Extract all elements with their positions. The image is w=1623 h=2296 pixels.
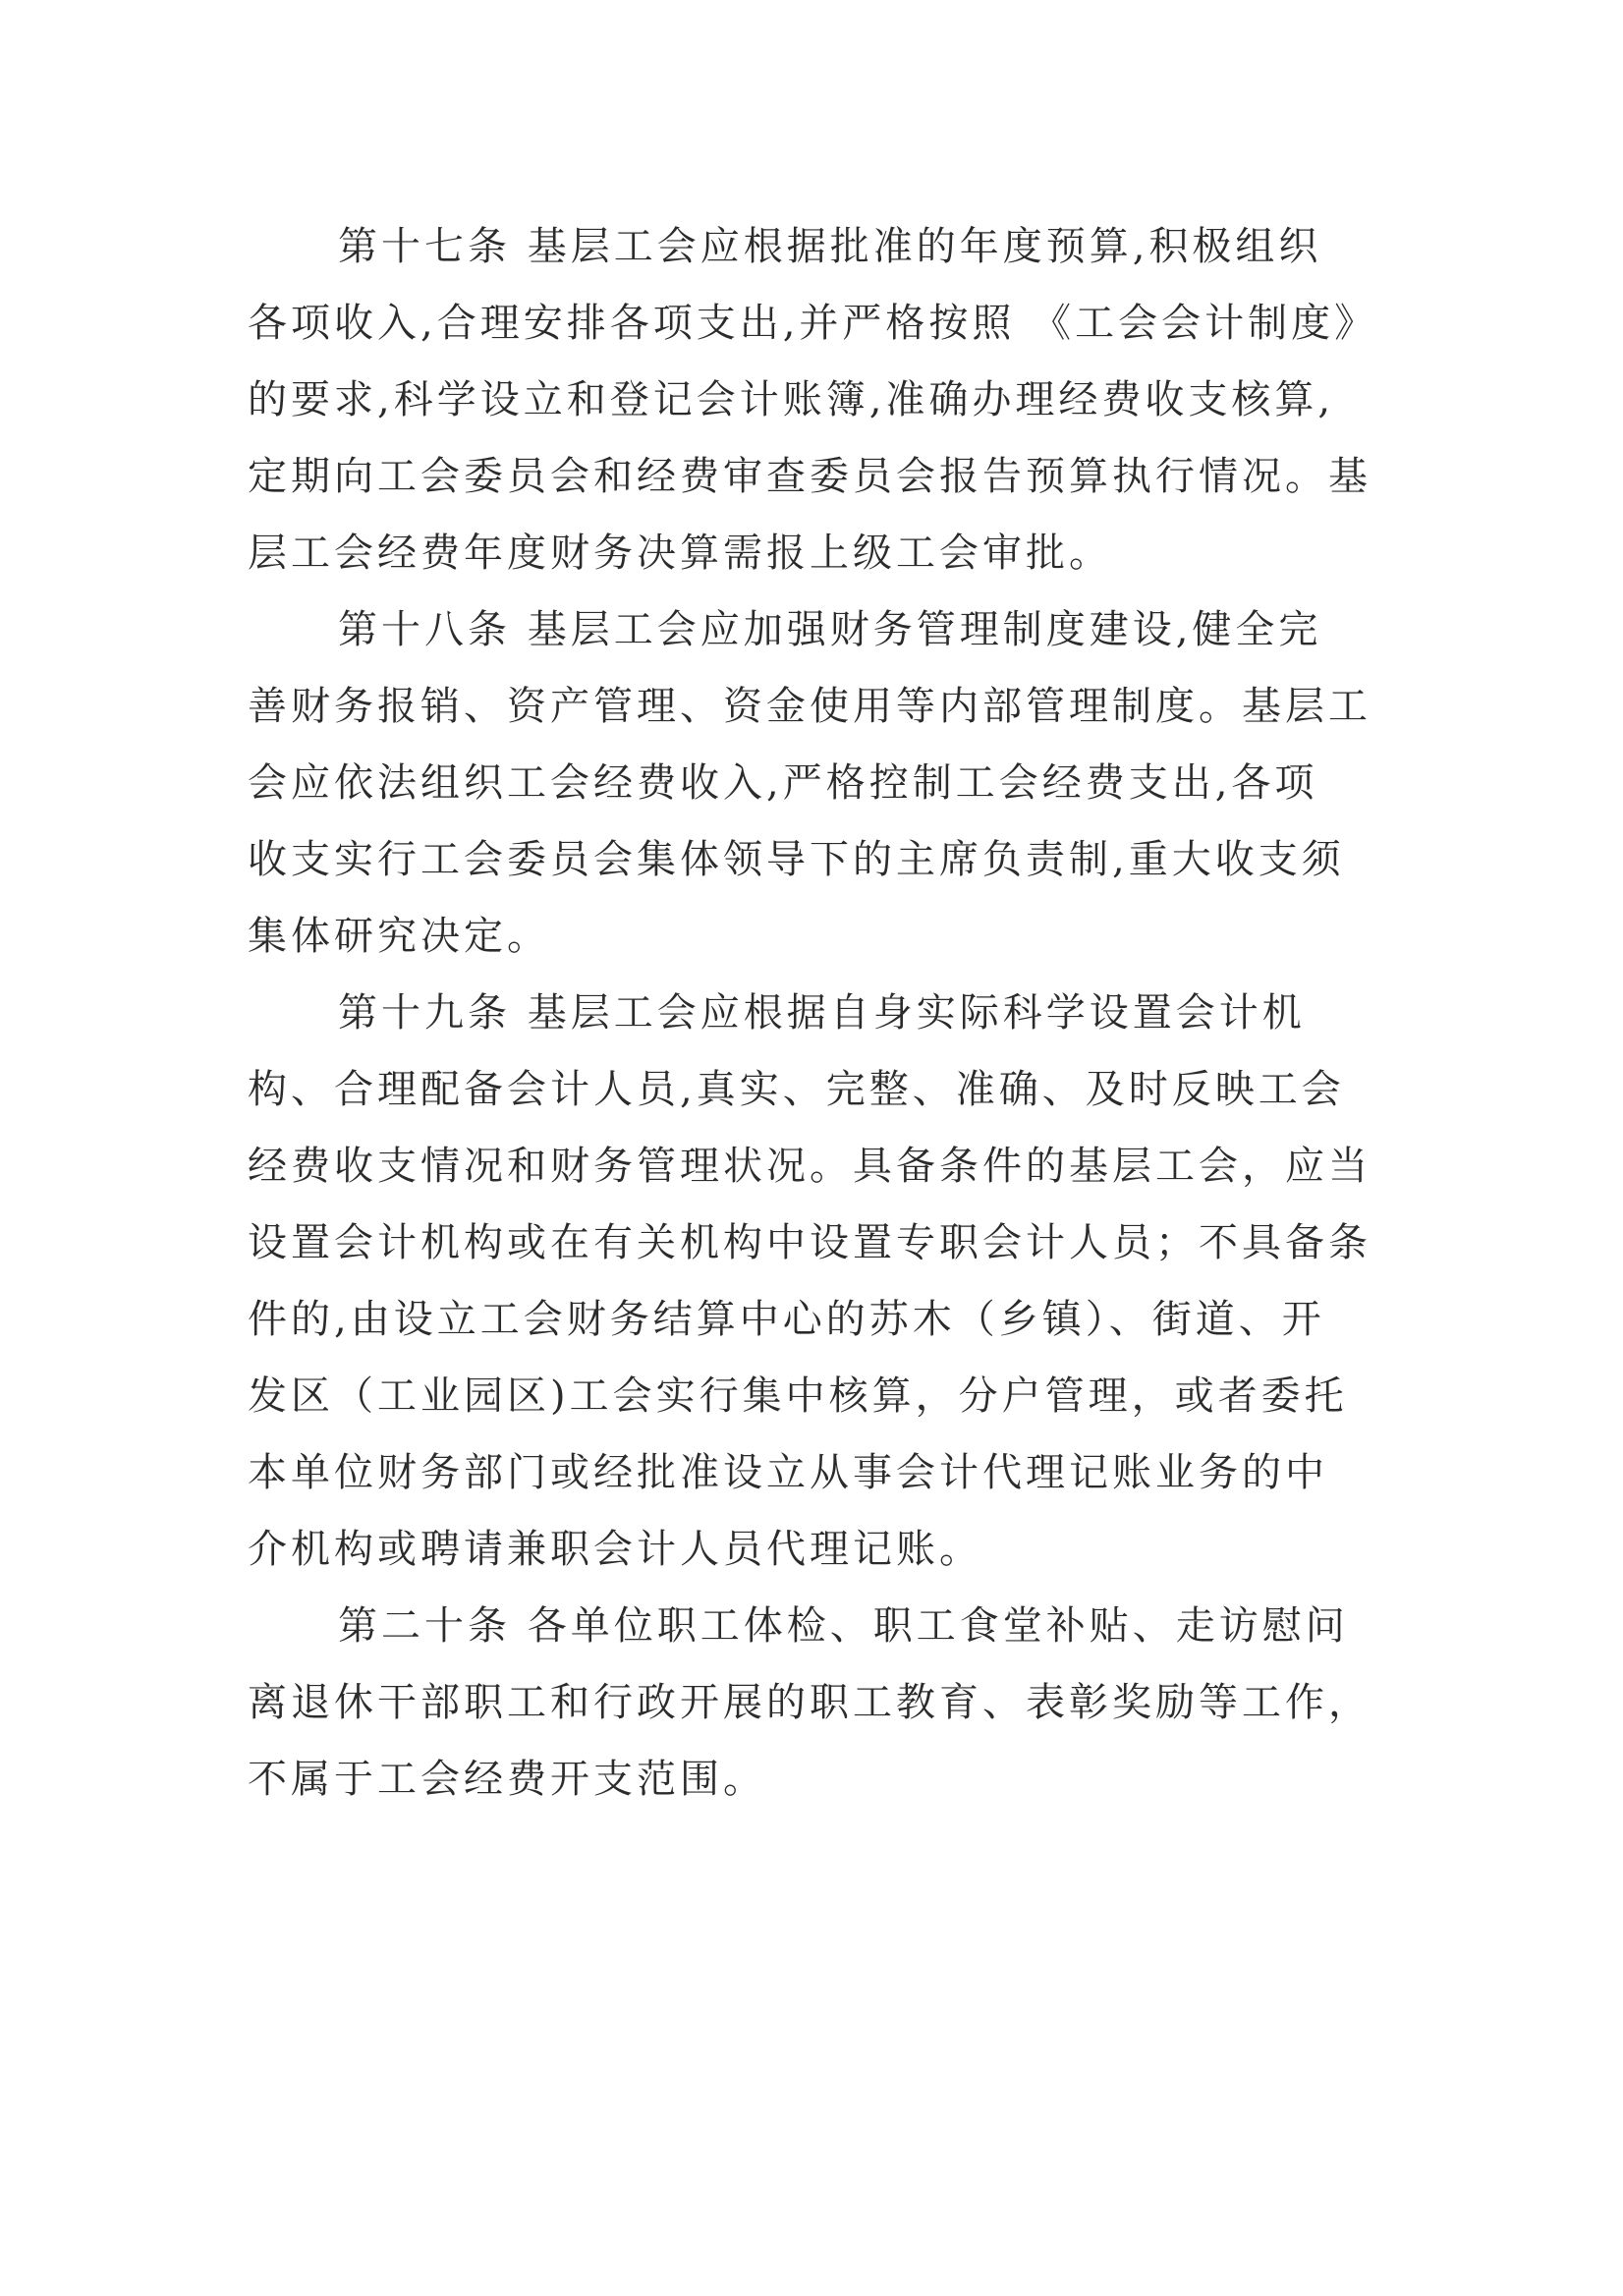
article-18 (248, 591, 1387, 975)
article-20-line-1: 第二十条 各单位职工体检、职工食堂补贴、走访慰问 (338, 1603, 1349, 1649)
article-17-line-1: 第十七条 基层工会应根据批准的年度预算,积极组织 (338, 224, 1322, 269)
article-19-line-8: 介机构或聘请兼职会计人员代理记账。 (248, 1527, 982, 1572)
article-19-line-7: 本单位财务部门或经批准设立从事会计代理记账业务的中 (248, 1450, 1328, 1495)
article-17 (248, 208, 1387, 591)
article-19-line-1: 第十九条 基层工会应根据自身实际科学设置会计机 (338, 990, 1306, 1036)
article-17-line-2: 各项收入,合理安排各项支出,并严格按照 《工会会计制度》 (248, 301, 1378, 346)
article-19-line-5: 件的,由设立工会财务结算中心的苏木（乡镇）、街道、开 (248, 1297, 1325, 1342)
article-20-line-2: 离退休干部职工和行政开展的职工教育、表彰奖励等工作， (248, 1680, 1371, 1725)
article-18-line-1: 第十八条 基层工会应加强财务管理制度建设,健全完 (338, 607, 1322, 652)
article-19 (248, 975, 1387, 1588)
article-19-line-3: 经费收支情况和财务管理状况。具备条件的基层工会，应当 (248, 1144, 1371, 1189)
article-17-line-3: 的要求,科学设立和登记会计账簿,准确办理经费收支核算, (248, 377, 1335, 422)
article-19-line-4: 设置会计机构或在有关机构中设置专职会计人员；不具备条 (248, 1220, 1371, 1265)
article-20-line-3: 不属于工会经费开支范围。 (248, 1757, 766, 1802)
article-17-line-5: 层工会经费年度财务决算需报上级工会审批。 (248, 531, 1112, 576)
article-18-line-4: 收支实行工会委员会集体领导下的主席负责制,重大收支须 (248, 837, 1345, 882)
article-18-line-2: 善财务报销、资产管理、资金使用等内部管理制度。基层工 (248, 684, 1371, 729)
article-19-line-2: 构、合理配备会计人员,真实、完整、准确、及时反映工会 (248, 1067, 1345, 1112)
article-19-line-6: 发区（工业园区)工会实行集中核算，分户管理，或者委托 (248, 1373, 1348, 1419)
article-17-line-4: 定期向工会委员会和经费审查委员会报告预算执行情况。基 (248, 454, 1371, 499)
article-18-line-5: 集体研究决定。 (248, 914, 550, 959)
document-body (248, 208, 1387, 1818)
article-18-line-3: 会应依法组织工会经费收入,严格控制工会经费支出,各项 (248, 760, 1318, 806)
article-20 (248, 1588, 1387, 1818)
